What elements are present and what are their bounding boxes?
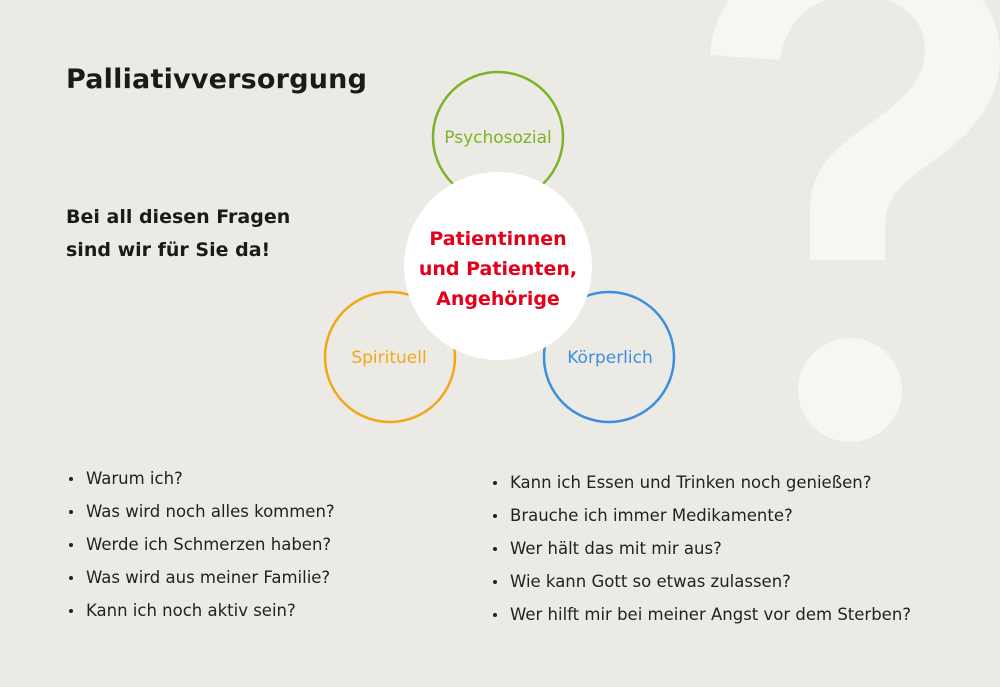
question-list-left <box>64 462 335 627</box>
list-item: Wer hilft mir bei meiner Angst vor dem Sterben? <box>488 598 911 631</box>
center-label-line-1: Patientinnen <box>429 228 567 250</box>
list-item: Kann ich noch aktiv sein? <box>64 594 335 627</box>
center-label-line-3: Angehörige <box>436 288 560 310</box>
list-item: Kann ich Essen und Trinken noch genießen? <box>488 466 911 499</box>
subtitle-line-1: Bei all diesen Fragen <box>66 206 291 228</box>
list-item: Wer hält das mit mir aus? <box>488 532 911 565</box>
list-item: Was wird noch alles kommen? <box>64 495 335 528</box>
list-item: Brauche ich immer Medikamente? <box>488 499 911 532</box>
question-list-right <box>488 466 911 631</box>
subtitle-line-2: sind wir für Sie da! <box>66 239 271 261</box>
center-node <box>404 172 592 360</box>
ring-koerperlich-label: Körperlich <box>567 348 653 368</box>
list-item: Werde ich Schmerzen haben? <box>64 528 335 561</box>
center-label-line-2: und Patienten, <box>418 258 578 280</box>
ring-spirituell-label: Spirituell <box>351 348 427 368</box>
list-item: Wie kann Gott so etwas zulassen? <box>488 565 911 598</box>
list-item: Was wird aus meiner Familie? <box>64 561 335 594</box>
list-item: Warum ich? <box>64 462 335 495</box>
page-title: Palliativversorgung <box>66 64 368 95</box>
ring-psychosozial-label: Psychosozial <box>444 128 552 148</box>
